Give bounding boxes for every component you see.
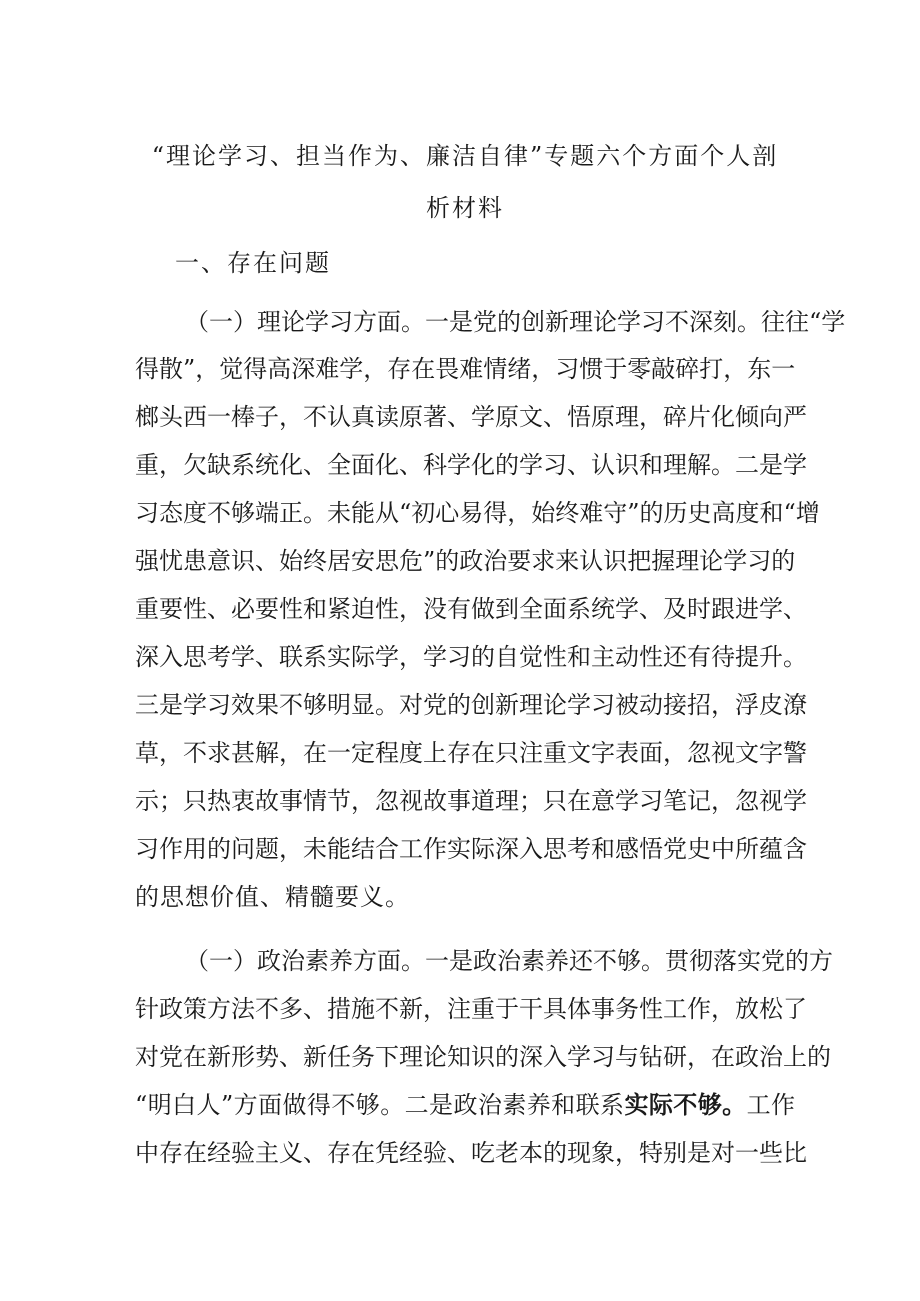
- paragraph1-line: 习态度不够端正。未能从“初心易得，始终难守”的历史高度和“增: [135, 499, 820, 527]
- paragraph1-line: 习作用的问题，未能结合工作实际深入思考和感悟党史中所蕴含: [135, 835, 807, 863]
- paragraph1-line: 强忧患意识、始终居安思危”的政治要求来认识把握理论学习的: [135, 547, 796, 575]
- paragraph2-line-mixed: [135, 1090, 795, 1120]
- section-heading: 一、存在问题: [175, 249, 331, 277]
- paragraph2-line: 针政策方法不多、措施不新，注重于干具体事务性工作，放松了: [135, 995, 807, 1023]
- paragraph1-line: （一）理论学习方面。一是党的创新理论学习不深刻。往往“学: [185, 308, 846, 336]
- paragraph1-line: 三是学习效果不够明显。对党的创新理论学习被动接招，浮皮潦: [135, 691, 807, 719]
- paragraph1-line: 示；只热衷故事情节，忽视故事道理；只在意学习笔记，忽视学: [135, 787, 807, 815]
- document-title-line2: 析材料: [426, 194, 504, 222]
- paragraph1-line: 榔头西一棒子，不认真读原著、学原文、悟原理，碎片化倾向严: [135, 403, 807, 431]
- paragraph1-line: 草，不求甚解，在一定程度上存在只注重文字表面，忽视文字警: [135, 739, 807, 767]
- paragraph1-line: 重要性、必要性和紧迫性，没有做到全面系统学、及时跟进学、: [135, 595, 807, 623]
- paragraph2-bold-text: 实际不够。: [624, 1090, 747, 1119]
- paragraph1-line: 深入思考学、联系实际学，学习的自觉性和主动性还有待提升。: [135, 643, 807, 671]
- document-title-line1: “理论学习、担当作为、廉洁自律”专题六个方面个人剖: [151, 142, 779, 170]
- paragraph1-line: 得散”，觉得高深难学，存在畏难情绪，习惯于零敲碎打，东一: [135, 355, 796, 383]
- paragraph2-line: 中存在经验主义、存在凭经验、吃老本的现象，特别是对一些比: [135, 1139, 807, 1167]
- paragraph2-line: 对党在新形势、新任务下理论知识的深入学习与钻研，在政治上的: [135, 1043, 831, 1071]
- paragraph1-line: 的思想价值、精髓要义。: [135, 883, 410, 911]
- paragraph2-line: （一）政治素养方面。一是政治素养还不够。贯彻落实党的方: [185, 947, 833, 975]
- paragraph2-text: 工作: [746, 1091, 796, 1119]
- paragraph1-line: 重，欠缺系统化、全面化、科学化的学习、认识和理解。二是学: [135, 451, 807, 479]
- paragraph2-text: “明白人”方面做得不够。二是政治素养和联系: [135, 1091, 625, 1119]
